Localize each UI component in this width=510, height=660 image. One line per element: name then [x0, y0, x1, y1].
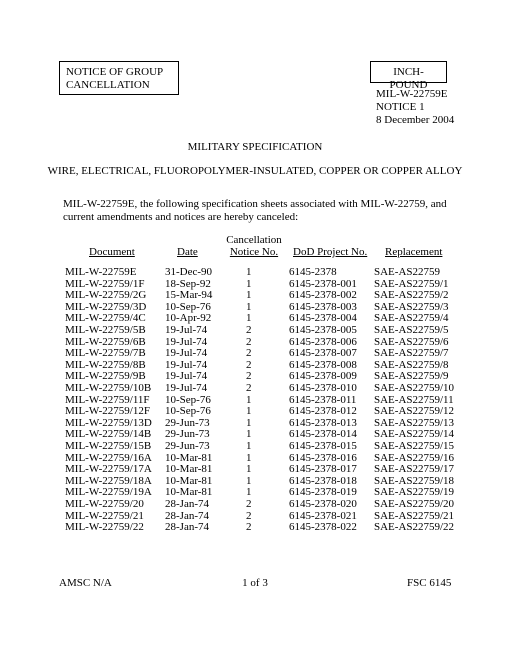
cell-notice: 2	[246, 521, 252, 534]
table-row	[0, 394, 510, 406]
cell-document: MIL-W-22759E	[65, 266, 137, 278]
cell-notice: 2	[246, 324, 252, 336]
document-identifier	[376, 88, 454, 127]
cell-notice: 1	[246, 300, 252, 313]
cell-project: 6145-2378-008	[289, 358, 357, 371]
cell-notice: 1	[246, 312, 252, 325]
cell-document: MIL-W-22759/11F	[65, 393, 150, 406]
table-row	[0, 324, 510, 336]
cell-replacement: SAE-AS22759/8	[374, 358, 449, 371]
cell-document: MIL-W-22759/7B	[65, 347, 146, 360]
cell-notice: 2	[246, 347, 252, 360]
notice-number: NOTICE 1	[376, 101, 425, 113]
cell-project: 6145-2378-003	[289, 300, 357, 313]
cell-date: 29-Jun-73	[165, 428, 210, 441]
cell-notice: 1	[246, 451, 252, 464]
footer-amsc: AMSC N/A	[59, 577, 112, 589]
header-document: Document	[89, 246, 135, 258]
cell-date: 15-Mar-94	[165, 289, 213, 302]
cell-replacement: SAE-AS22759/20	[374, 498, 455, 510]
cell-document: MIL-W-22759/13D	[65, 416, 152, 429]
table-row	[0, 510, 510, 522]
cell-project: 6145-2378-004	[289, 312, 357, 325]
spec-number: MIL-W-22759E	[376, 88, 448, 100]
table-row	[0, 521, 510, 533]
cell-document: MIL-W-22759/18A	[65, 474, 152, 487]
cell-notice: 1	[246, 428, 252, 441]
cell-date: 29-Jun-73	[165, 416, 210, 429]
notice-box-line2: CANCELLATION	[66, 79, 150, 91]
spec-title: MILITARY SPECIFICATION	[187, 141, 323, 153]
cell-document: MIL-W-22759/5B	[65, 324, 146, 336]
cell-document: MIL-W-22759/21	[65, 509, 144, 522]
cell-date: 19-Jul-74	[165, 347, 208, 360]
cell-project: 6145-2378	[289, 266, 337, 278]
cell-project: 6145-2378-009	[289, 370, 357, 383]
cell-notice: 2	[246, 358, 252, 371]
footer-fsc: FSC 6145	[407, 577, 452, 589]
cell-notice: 1	[246, 289, 252, 302]
cell-replacement: SAE-AS22759/7	[374, 347, 449, 360]
cell-document: MIL-W-22759/8B	[65, 358, 146, 371]
table-row	[0, 405, 510, 417]
cell-notice: 2	[246, 509, 252, 522]
cell-date: 10-Mar-81	[165, 451, 213, 464]
cell-date: 19-Jul-74	[165, 370, 208, 383]
cell-date: 29-Jun-73	[165, 440, 210, 452]
cell-replacement: SAE-AS22759/21	[374, 509, 455, 522]
cell-replacement: SAE-AS22759/5	[374, 324, 449, 336]
header-date: Date	[177, 246, 198, 258]
table-row	[0, 266, 510, 278]
footer-page-number: 1 of 3	[242, 577, 268, 589]
cell-replacement: SAE-AS22759	[374, 266, 441, 278]
cell-date: 19-Jul-74	[165, 335, 208, 348]
cell-replacement: SAE-AS22759/16	[374, 451, 455, 464]
cell-replacement: SAE-AS22759/4	[374, 312, 449, 325]
cell-notice: 1	[246, 474, 252, 487]
cell-date: 10-Sep-76	[165, 393, 211, 406]
cell-project: 6145-2378-022	[289, 521, 357, 534]
inch-pound-box	[370, 61, 447, 91]
notice-date: 8 December 2004	[376, 114, 455, 126]
cell-replacement: SAE-AS22759/3	[374, 300, 449, 313]
notice-box-line1: NOTICE OF GROUP	[66, 66, 164, 78]
header-notice-top: Cancellation	[226, 234, 282, 246]
table-row	[0, 475, 510, 487]
cell-document: MIL-W-22759/22	[65, 521, 144, 534]
cell-project: 6145-2378-001	[289, 277, 357, 290]
header-replacement: Replacement	[385, 246, 443, 258]
cell-project: 6145-2378-019	[289, 486, 357, 499]
table-row	[0, 440, 510, 452]
cell-project: 6145-2378-002	[289, 289, 357, 302]
table-row	[0, 498, 510, 510]
cell-replacement: SAE-AS22759/15	[374, 440, 455, 452]
cell-project: 6145-2378-021	[289, 509, 357, 522]
table-row	[0, 312, 510, 324]
cell-project: 6145-2378-007	[289, 347, 357, 360]
cell-project: 6145-2378-017	[289, 463, 357, 476]
cell-document: MIL-W-22759/9B	[65, 370, 146, 383]
cell-date: 10-Mar-81	[165, 463, 213, 476]
table-row	[0, 486, 510, 498]
table-row	[0, 336, 510, 348]
notice-of-group-cancellation-box	[59, 61, 179, 95]
cell-replacement: SAE-AS22759/12	[374, 405, 455, 418]
cell-project: 6145-2378-014	[289, 428, 357, 441]
cell-document: MIL-W-22759/6B	[65, 335, 146, 348]
cell-date: 31-Dec-90	[165, 266, 213, 278]
cell-date: 10-Mar-81	[165, 474, 213, 487]
cell-date: 28-Jan-74	[165, 509, 209, 522]
table-row	[0, 301, 510, 313]
cell-notice: 2	[246, 335, 252, 348]
cell-replacement: SAE-AS22759/10	[374, 382, 455, 394]
cell-notice: 2	[246, 498, 252, 510]
cell-project: 6145-2378-016	[289, 451, 357, 464]
cell-project: 6145-2378-006	[289, 335, 357, 348]
cell-document: MIL-W-22759/15B	[65, 440, 152, 452]
table-row	[0, 428, 510, 440]
table-row	[0, 359, 510, 371]
inch-pound-label: INCH-POUND	[389, 66, 428, 91]
cell-date: 28-Jan-74	[165, 521, 209, 534]
cell-document: MIL-W-22759/2G	[65, 289, 147, 302]
cell-document: MIL-W-22759/19A	[65, 486, 152, 499]
table-row	[0, 347, 510, 359]
cell-replacement: SAE-AS22759/1	[374, 277, 449, 290]
cell-project: 6145-2378-015	[289, 440, 357, 452]
cell-document: MIL-W-22759/10B	[65, 382, 152, 394]
cell-date: 10-Sep-76	[165, 300, 211, 313]
cell-notice: 1	[246, 266, 252, 278]
cell-replacement: SAE-AS22759/2	[374, 289, 449, 302]
table-row	[0, 382, 510, 394]
cell-project: 6145-2378-013	[289, 416, 357, 429]
table-row	[0, 278, 510, 290]
cell-date: 19-Jul-74	[165, 382, 208, 394]
cell-replacement: SAE-AS22759/18	[374, 474, 455, 487]
cell-date: 19-Jul-74	[165, 324, 208, 336]
cell-notice: 1	[246, 486, 252, 499]
cell-notice: 1	[246, 463, 252, 476]
table-row	[0, 289, 510, 301]
cell-notice: 2	[246, 382, 252, 394]
header-project: DoD Project No.	[293, 246, 368, 258]
cell-replacement: SAE-AS22759/11	[374, 393, 454, 406]
cell-date: 10-Mar-81	[165, 486, 213, 499]
cell-notice: 1	[246, 405, 252, 418]
cell-notice: 1	[246, 416, 252, 429]
cell-project: 6145-2378-020	[289, 498, 357, 510]
cell-document: MIL-W-22759/14B	[65, 428, 152, 441]
cell-document: MIL-W-22759/12F	[65, 405, 150, 418]
cell-replacement: SAE-AS22759/22	[374, 521, 455, 534]
intro-paragraph: MIL-W-22759E, the following specification sheets associated with MIL-W-22759, and current amendments and notices are hereby canceled:	[63, 198, 447, 223]
cell-document: MIL-W-22759/3D	[65, 300, 147, 313]
cell-replacement: SAE-AS22759/13	[374, 416, 455, 429]
cell-document: MIL-W-22759/17A	[65, 463, 152, 476]
cell-date: 19-Jul-74	[165, 358, 208, 371]
cell-notice: 1	[246, 277, 252, 290]
wire-title: WIRE, ELECTRICAL, FLUOROPOLYMER-INSULATED, COPPER OR COPPER ALLOY	[47, 165, 463, 177]
header-notice-bottom: Notice No.	[229, 246, 279, 258]
cell-project: 6145-2378-012	[289, 405, 357, 418]
cell-date: 18-Sep-92	[165, 277, 211, 290]
cell-project: 6145-2378-011	[289, 393, 357, 406]
table-row	[0, 463, 510, 475]
cell-notice: 2	[246, 370, 252, 383]
cell-project: 6145-2378-018	[289, 474, 357, 487]
cell-replacement: SAE-AS22759/9	[374, 370, 449, 383]
table-row	[0, 370, 510, 382]
cell-date: 10-Sep-76	[165, 405, 211, 418]
cell-document: MIL-W-22759/16A	[65, 451, 152, 464]
cell-notice: 1	[246, 440, 252, 452]
cell-date: 10-Apr-92	[165, 312, 212, 325]
cell-replacement: SAE-AS22759/17	[374, 463, 455, 476]
cell-replacement: SAE-AS22759/6	[374, 335, 449, 348]
cell-document: MIL-W-22759/4C	[65, 312, 146, 325]
cell-project: 6145-2378-005	[289, 324, 357, 336]
cell-document: MIL-W-22759/1F	[65, 277, 145, 290]
cell-document: MIL-W-22759/20	[65, 498, 144, 510]
cell-notice: 1	[246, 393, 252, 406]
table-row	[0, 452, 510, 464]
cell-replacement: SAE-AS22759/14	[374, 428, 455, 441]
table-row	[0, 417, 510, 429]
cell-project: 6145-2378-010	[289, 382, 357, 394]
cell-date: 28-Jan-74	[165, 498, 209, 510]
cell-replacement: SAE-AS22759/19	[374, 486, 455, 499]
